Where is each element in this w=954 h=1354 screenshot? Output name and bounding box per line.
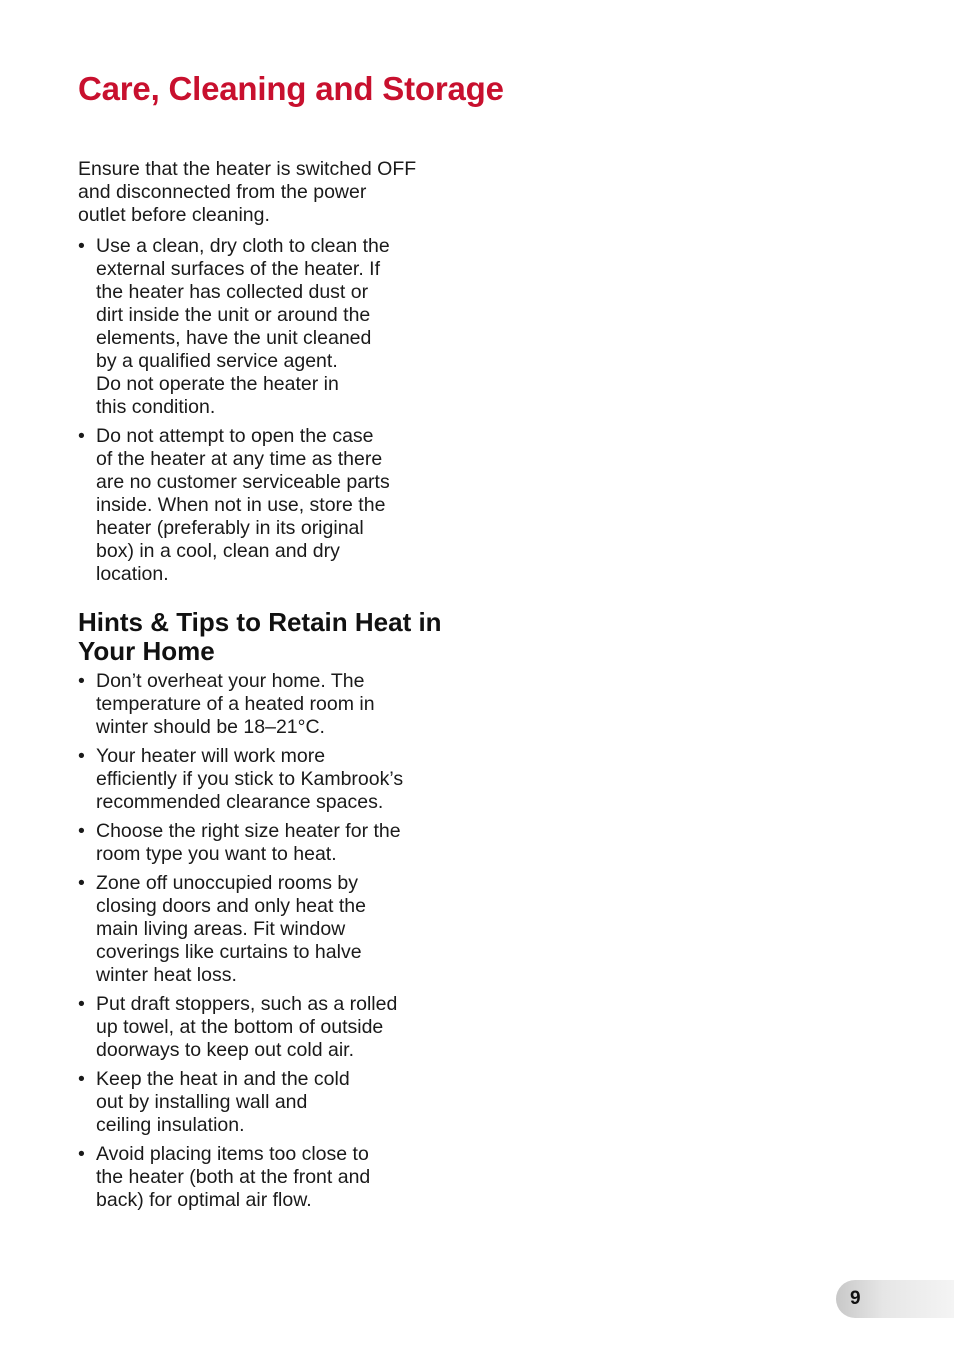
bullet-line: Do not operate the heater in: [96, 373, 339, 395]
bullet-line: Use a clean, dry cloth to clean the: [96, 235, 390, 257]
hints-bullet-item: [78, 670, 460, 739]
bullet-line: external surfaces of the heater. If: [96, 258, 380, 280]
bullet-dot: •: [78, 993, 85, 1015]
bullet-line: Zone off unoccupied rooms by: [96, 872, 358, 894]
bullet-line: closing doors and only heat the: [96, 895, 366, 917]
bullet-line: recommended clearance spaces.: [96, 791, 384, 813]
bullet-line: Put draft stoppers, such as a rolled: [96, 993, 398, 1015]
bullet-line: heater (preferably in its original: [96, 517, 364, 539]
bullet-line: dirt inside the unit or around the: [96, 304, 371, 326]
page-number: 9: [850, 1288, 861, 1309]
bullet-line: coverings like curtains to halve: [96, 941, 362, 963]
bullet-dot: •: [78, 1068, 85, 1090]
care-bullet-item: [78, 425, 460, 586]
intro-line: Ensure that the heater is switched OFF: [78, 158, 417, 180]
bullet-line: this condition.: [96, 396, 216, 418]
hints-bullet-item: [78, 993, 460, 1062]
bullet-line: ceiling insulation.: [96, 1114, 245, 1136]
bullet-line: Choose the right size heater for the: [96, 820, 401, 842]
bullet-line: out by installing wall and: [96, 1091, 308, 1113]
hints-bullet-item: [78, 745, 460, 814]
bullet-line: by a qualified service agent.: [96, 350, 338, 372]
bullet-dot: •: [78, 425, 85, 447]
bullet-line: winter should be 18–21°C.: [96, 716, 325, 738]
bullet-line: box) in a cool, clean and dry: [96, 540, 340, 562]
hints-bullet-item: [78, 820, 460, 866]
bullet-line: winter heat loss.: [96, 964, 237, 986]
bullet-line: elements, have the unit cleaned: [96, 327, 372, 349]
hints-heading: [78, 608, 460, 666]
bullet-dot: •: [78, 670, 85, 692]
page-number-tab: [836, 1280, 954, 1318]
bullet-dot: •: [78, 1143, 85, 1165]
care-intro: [78, 158, 460, 227]
hints-heading-line: Hints & Tips to Retain Heat in: [78, 607, 442, 637]
bullet-line: the heater (both at the front and: [96, 1166, 371, 1188]
content-column: [78, 158, 460, 1218]
care-bullet-item: [78, 235, 460, 419]
hints-bullet-item: [78, 1143, 460, 1212]
bullet-line: back) for optimal air flow.: [96, 1189, 312, 1211]
bullet-line: Don’t overheat your home. The: [96, 670, 365, 692]
page-title: Care, Cleaning and Storage: [78, 70, 504, 107]
intro-line: outlet before cleaning.: [78, 204, 270, 226]
hints-bullet-item: [78, 872, 460, 987]
bullet-line: Keep the heat in and the cold: [96, 1068, 350, 1090]
care-bullet-list: [78, 235, 460, 586]
bullet-dot: •: [78, 235, 85, 257]
bullet-line: doorways to keep out cold air.: [96, 1039, 354, 1061]
bullet-line: are no customer serviceable parts: [96, 471, 390, 493]
bullet-line: Your heater will work more: [96, 745, 326, 767]
hints-bullet-item: [78, 1068, 460, 1137]
hints-heading-line: Your Home: [78, 636, 215, 666]
bullet-line: inside. When not in use, store the: [96, 494, 386, 516]
bullet-line: the heater has collected dust or: [96, 281, 369, 303]
bullet-dot: •: [78, 820, 85, 842]
bullet-line: location.: [96, 563, 169, 585]
bullet-dot: •: [78, 872, 85, 894]
bullet-line: up towel, at the bottom of outside: [96, 1016, 384, 1038]
bullet-line: of the heater at any time as there: [96, 448, 383, 470]
bullet-line: temperature of a heated room in: [96, 693, 375, 715]
bullet-dot: •: [78, 745, 85, 767]
intro-line: and disconnected from the power: [78, 181, 367, 203]
bullet-line: Do not attempt to open the case: [96, 425, 374, 447]
hints-bullet-list: [78, 670, 460, 1212]
bullet-line: main living areas. Fit window: [96, 918, 346, 940]
bullet-line: room type you want to heat.: [96, 843, 337, 865]
bullet-line: efficiently if you stick to Kambrook’s: [96, 768, 404, 790]
bullet-line: Avoid placing items too close to: [96, 1143, 369, 1165]
